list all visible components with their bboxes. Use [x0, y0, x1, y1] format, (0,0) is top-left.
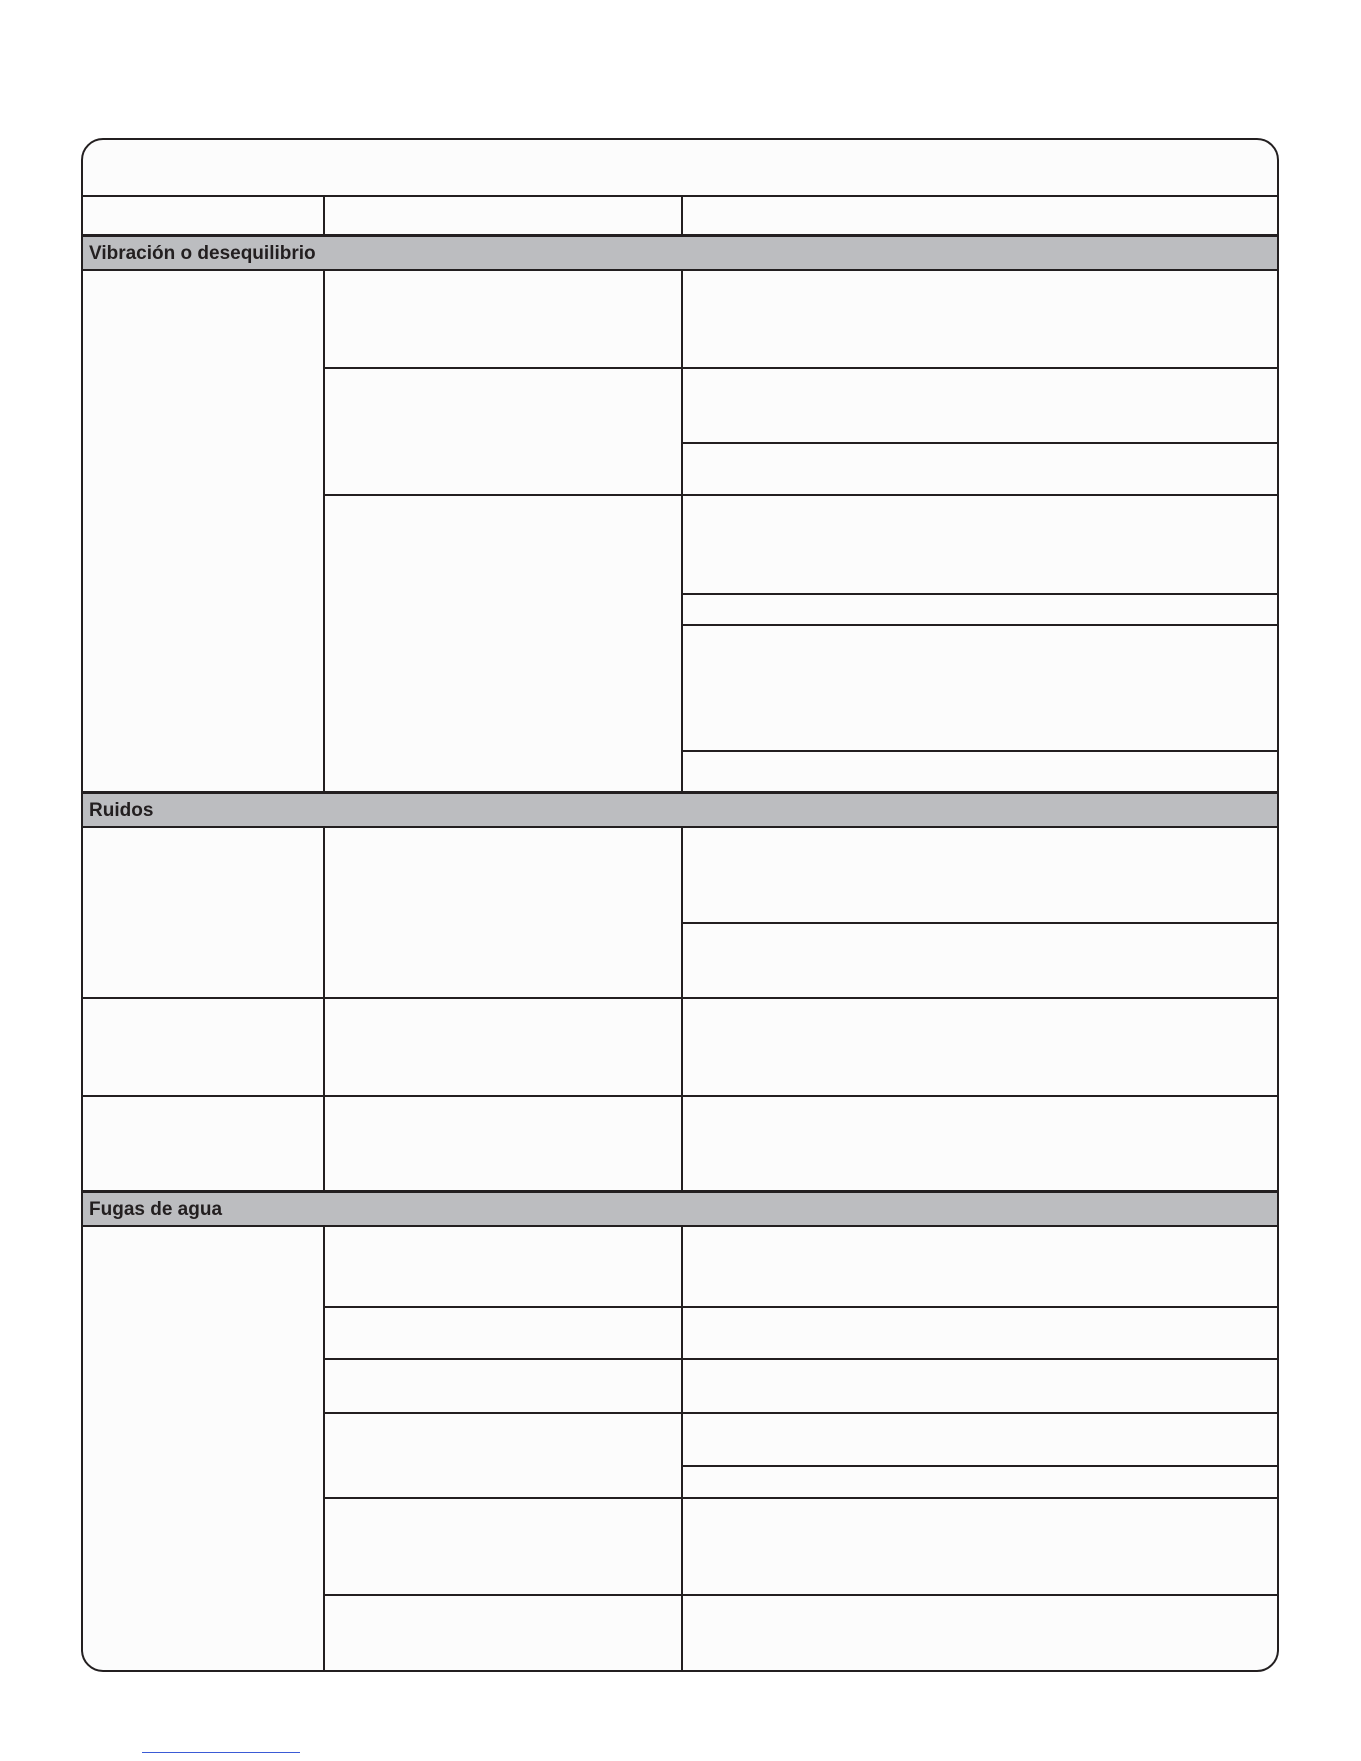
col-divider-1-header [323, 195, 325, 234]
row-line [323, 1358, 1279, 1360]
col-divider-1-s2 [323, 828, 325, 1190]
row-line [83, 997, 1279, 999]
row-line [681, 922, 1279, 924]
row-line [323, 1497, 1279, 1499]
section-title-leaks: Fugas de agua [89, 1199, 223, 1220]
troubleshooting-table [81, 138, 1279, 1672]
row-line [83, 1095, 1279, 1097]
row-line [681, 1465, 1279, 1467]
col-divider-2-header [681, 195, 683, 234]
row-line [681, 593, 1279, 595]
col-divider-2-s1 [681, 271, 683, 791]
section-title-noise: Ruidos [89, 800, 154, 821]
row-line [681, 624, 1279, 626]
row-line [681, 750, 1279, 752]
col-divider-1-s3 [323, 1227, 325, 1672]
row-line [323, 1412, 1279, 1414]
section-bar-vibration [83, 234, 1277, 271]
footer-underline-link[interactable] [142, 1752, 300, 1753]
section-bar-noise [83, 791, 1277, 828]
col-divider-2-s3 [681, 1227, 683, 1672]
row-line [323, 1594, 1279, 1596]
row-line [681, 442, 1279, 444]
section-bar-leaks [83, 1190, 1277, 1227]
col-divider-1-s1 [323, 271, 325, 791]
col-divider-2-s2 [681, 828, 683, 1190]
row-line [323, 494, 1279, 496]
section-title-vibration: Vibración o desequilibrio [89, 243, 316, 264]
row-line [323, 1306, 1279, 1308]
row-line [323, 367, 1279, 369]
